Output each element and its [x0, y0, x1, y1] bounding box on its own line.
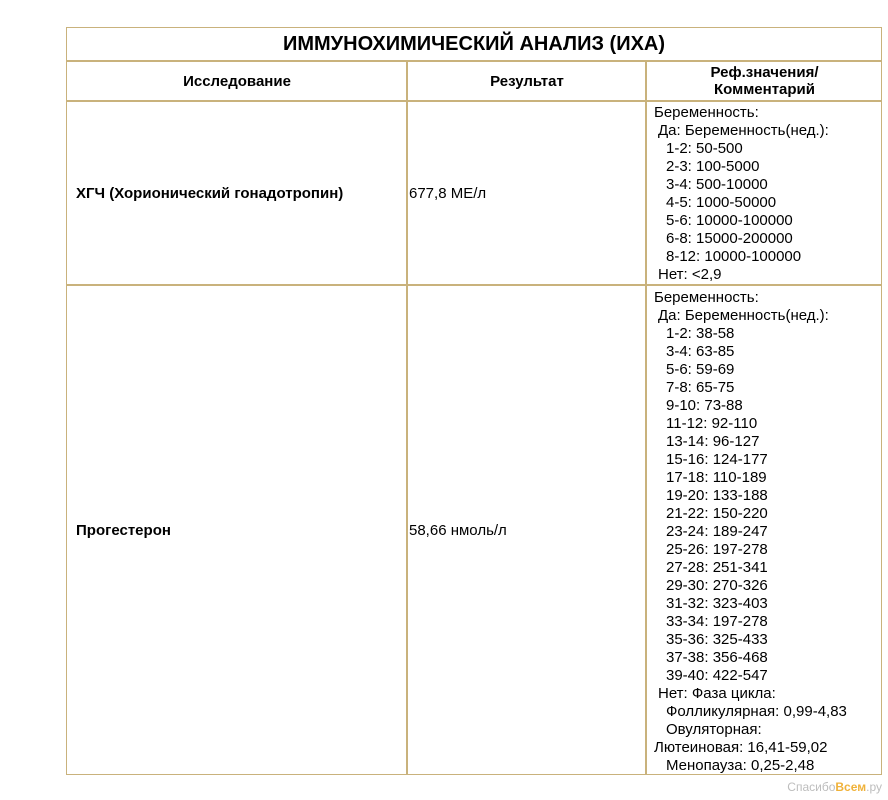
- ref-line: Лютеиновая: 16,41-59,02: [654, 739, 828, 756]
- ref-line: 19-20: 133-188: [666, 487, 768, 504]
- ref-line: 15-16: 124-177: [666, 451, 768, 468]
- ref-line: 37-38: 356-468: [666, 649, 768, 666]
- ref-line: 6-8: 15000-200000: [666, 230, 793, 247]
- ref-line: 27-28: 251-341: [666, 559, 768, 576]
- ref-line: 33-34: 197-278: [666, 613, 768, 630]
- ref-line: 29-30: 270-326: [666, 577, 768, 594]
- ref-line: Беременность:: [654, 289, 759, 306]
- header-study: Исследование: [183, 72, 291, 90]
- ref-line: 13-14: 96-127: [666, 433, 760, 450]
- row-progesterone-name: Прогестерон: [76, 521, 171, 539]
- table-title: ИММУНОХИМИЧЕСКИЙ АНАЛИЗ (ИХА): [282, 33, 666, 55]
- watermark-emph: Всем: [835, 780, 867, 794]
- ref-line: 3-4: 63-85: [666, 343, 735, 360]
- header-ref-line1: Реф.значения/: [710, 64, 819, 81]
- ref-line: 5-6: 59-69: [666, 361, 735, 378]
- ref-line: Да: Беременность(нед.):: [658, 307, 829, 324]
- ref-line: Овуляторная:: [666, 721, 762, 738]
- ref-line: 21-22: 150-220: [666, 505, 768, 522]
- ref-line: 23-24: 189-247: [666, 523, 768, 540]
- ref-line: 3-4: 500-10000: [666, 176, 768, 193]
- header-ref-line2: Комментарий: [713, 81, 815, 98]
- ref-line: Беременность:: [654, 104, 759, 121]
- row-hcg-result: 677,8 МЕ/л: [409, 184, 487, 202]
- ref-line: 25-26: 197-278: [666, 541, 768, 558]
- ref-line: 5-6: 10000-100000: [666, 212, 793, 229]
- ref-line: 9-10: 73-88: [666, 397, 743, 414]
- ref-line: 8-12: 10000-100000: [666, 248, 802, 265]
- header-result: Результат: [490, 72, 564, 90]
- row-progesterone-result: 58,66 нмоль/л: [409, 521, 507, 539]
- ref-line: 35-36: 325-433: [666, 631, 768, 648]
- column-divider: [645, 60, 647, 774]
- row-hcg-name: ХГЧ (Хорионический гонадотропин): [76, 184, 344, 202]
- results-table: [66, 27, 882, 775]
- ref-line: 39-40: 422-547: [666, 667, 768, 684]
- ref-line: 11-12: 92-110: [666, 415, 758, 432]
- header-ref: [647, 62, 882, 100]
- watermark-prefix: Спасибо: [787, 780, 836, 794]
- ref-line: 4-5: 1000-50000: [666, 194, 777, 211]
- watermark-suffix: .ру: [866, 780, 882, 794]
- ref-line: Нет: Фаза цикла:: [658, 685, 776, 702]
- ref-line: Менопауза: 0,25-2,48: [666, 757, 815, 774]
- ref-line: Фолликулярная: 0,99-4,83: [666, 703, 847, 720]
- ref-line: 31-32: 323-403: [666, 595, 768, 612]
- ref-line: 2-3: 100-5000: [666, 158, 760, 175]
- column-divider: [406, 60, 408, 774]
- watermark: [787, 780, 882, 794]
- ref-line: Нет: <2,9: [658, 266, 722, 283]
- ref-line: 1-2: 38-58: [666, 325, 735, 342]
- ref-line: 7-8: 65-75: [666, 379, 735, 396]
- ref-line: 1-2: 50-500: [666, 140, 743, 157]
- row-progesterone-ref: [654, 289, 847, 775]
- row-hcg-ref: [654, 104, 829, 284]
- ref-line: Да: Беременность(нед.):: [658, 122, 829, 139]
- ref-line: 17-18: 110-189: [666, 469, 767, 486]
